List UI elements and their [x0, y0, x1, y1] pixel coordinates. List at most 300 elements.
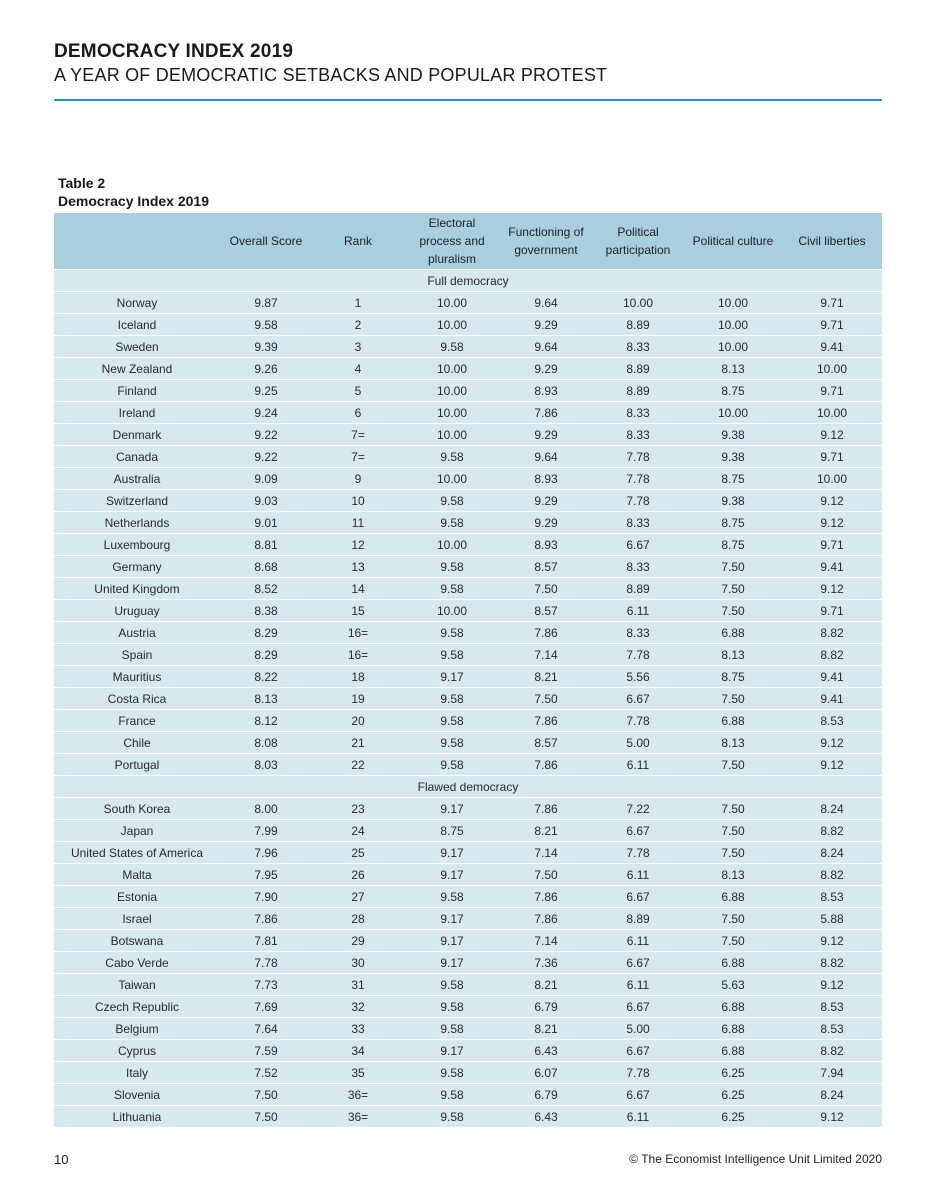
cell-functioning-of-government: 7.86 — [500, 754, 592, 776]
cell-functioning-of-government: 9.64 — [500, 336, 592, 358]
cell-functioning-of-government: 6.79 — [500, 996, 592, 1018]
cell-rank: 22 — [312, 754, 404, 776]
cell-electoral-process: 9.17 — [404, 952, 500, 974]
cell-electoral-process: 9.58 — [404, 1106, 500, 1128]
cell-country: Australia — [54, 468, 220, 490]
cell-functioning-of-government: 8.57 — [500, 556, 592, 578]
cell-overall-score: 8.68 — [220, 556, 312, 578]
cell-functioning-of-government: 7.86 — [500, 908, 592, 930]
cell-civil-liberties: 8.24 — [782, 798, 882, 820]
cell-political-participation: 8.89 — [592, 314, 684, 336]
cell-functioning-of-government: 7.50 — [500, 864, 592, 886]
cell-civil-liberties: 8.24 — [782, 1084, 882, 1106]
table-row — [54, 644, 882, 666]
cell-functioning-of-government: 8.21 — [500, 974, 592, 996]
cell-political-culture: 8.75 — [684, 468, 782, 490]
table-row — [54, 1062, 882, 1084]
cell-political-participation: 8.33 — [592, 622, 684, 644]
cell-electoral-process: 9.17 — [404, 930, 500, 952]
cell-political-participation: 6.67 — [592, 688, 684, 710]
cell-rank: 28 — [312, 908, 404, 930]
cell-country: Norway — [54, 292, 220, 314]
cell-overall-score: 7.99 — [220, 820, 312, 842]
cell-overall-score: 7.86 — [220, 908, 312, 930]
cell-political-participation: 7.78 — [592, 446, 684, 468]
cell-political-participation: 6.11 — [592, 600, 684, 622]
cell-rank: 3 — [312, 336, 404, 358]
table-row — [54, 1040, 882, 1062]
cell-political-participation: 7.78 — [592, 710, 684, 732]
cell-civil-liberties: 9.71 — [782, 446, 882, 468]
cell-political-culture: 9.38 — [684, 490, 782, 512]
cell-political-participation: 8.33 — [592, 336, 684, 358]
table-row — [54, 556, 882, 578]
cell-functioning-of-government: 7.50 — [500, 578, 592, 600]
cell-civil-liberties: 8.82 — [782, 644, 882, 666]
table-row — [54, 578, 882, 600]
table-title: Democracy Index 2019 — [58, 193, 209, 209]
cell-electoral-process: 9.17 — [404, 798, 500, 820]
cell-political-participation: 8.33 — [592, 402, 684, 424]
cell-rank: 23 — [312, 798, 404, 820]
table-body — [54, 270, 882, 1128]
cell-rank: 20 — [312, 710, 404, 732]
cell-political-participation: 6.11 — [592, 754, 684, 776]
cell-country: Iceland — [54, 314, 220, 336]
cell-functioning-of-government: 7.86 — [500, 798, 592, 820]
cell-overall-score: 7.81 — [220, 930, 312, 952]
table-row — [54, 600, 882, 622]
cell-electoral-process: 8.75 — [404, 820, 500, 842]
cell-functioning-of-government: 7.86 — [500, 622, 592, 644]
cell-political-culture: 6.25 — [684, 1084, 782, 1106]
section-row — [54, 776, 882, 798]
cell-political-participation: 8.33 — [592, 512, 684, 534]
cell-political-participation: 6.11 — [592, 930, 684, 952]
cell-electoral-process: 9.58 — [404, 644, 500, 666]
cell-rank: 16= — [312, 622, 404, 644]
cell-political-participation: 6.67 — [592, 886, 684, 908]
table-row — [54, 666, 882, 688]
cell-civil-liberties: 8.82 — [782, 864, 882, 886]
cell-electoral-process: 9.58 — [404, 1084, 500, 1106]
cell-civil-liberties: 10.00 — [782, 468, 882, 490]
document-title: DEMOCRACY INDEX 2019 — [54, 41, 294, 62]
cell-rank: 2 — [312, 314, 404, 336]
table-caption — [58, 174, 209, 210]
cell-country: Botswana — [54, 930, 220, 952]
cell-civil-liberties: 8.53 — [782, 886, 882, 908]
cell-political-participation: 8.33 — [592, 556, 684, 578]
cell-political-culture: 8.13 — [684, 644, 782, 666]
cell-rank: 33 — [312, 1018, 404, 1040]
cell-rank: 26 — [312, 864, 404, 886]
col-header-functioning-of-government: Functioning of government — [500, 213, 592, 270]
cell-country: Canada — [54, 446, 220, 468]
cell-rank: 9 — [312, 468, 404, 490]
cell-civil-liberties: 9.41 — [782, 666, 882, 688]
cell-political-participation: 7.78 — [592, 490, 684, 512]
cell-overall-score: 9.26 — [220, 358, 312, 380]
cell-political-culture: 7.50 — [684, 556, 782, 578]
cell-electoral-process: 9.17 — [404, 908, 500, 930]
cell-overall-score: 9.22 — [220, 424, 312, 446]
cell-country: United States of America — [54, 842, 220, 864]
table-row — [54, 446, 882, 468]
section-row — [54, 270, 882, 292]
cell-rank: 7= — [312, 446, 404, 468]
cell-overall-score: 8.13 — [220, 688, 312, 710]
table-row — [54, 820, 882, 842]
cell-electoral-process: 9.17 — [404, 666, 500, 688]
table-row — [54, 402, 882, 424]
cell-political-culture: 7.50 — [684, 600, 782, 622]
cell-functioning-of-government: 6.43 — [500, 1040, 592, 1062]
table-row — [54, 1018, 882, 1040]
cell-civil-liberties: 8.24 — [782, 842, 882, 864]
table-row — [54, 358, 882, 380]
cell-functioning-of-government: 8.21 — [500, 1018, 592, 1040]
cell-functioning-of-government: 9.64 — [500, 446, 592, 468]
cell-civil-liberties: 8.82 — [782, 622, 882, 644]
cell-civil-liberties: 9.12 — [782, 1106, 882, 1128]
cell-country: France — [54, 710, 220, 732]
cell-electoral-process: 10.00 — [404, 424, 500, 446]
cell-political-culture: 7.50 — [684, 754, 782, 776]
table-row — [54, 534, 882, 556]
cell-political-culture: 9.38 — [684, 424, 782, 446]
cell-electoral-process: 10.00 — [404, 380, 500, 402]
cell-political-culture: 7.50 — [684, 798, 782, 820]
cell-overall-score: 8.00 — [220, 798, 312, 820]
cell-overall-score: 7.95 — [220, 864, 312, 886]
cell-country: Costa Rica — [54, 688, 220, 710]
cell-political-culture: 6.88 — [684, 886, 782, 908]
page-number: 10 — [54, 1152, 69, 1167]
cell-overall-score: 7.64 — [220, 1018, 312, 1040]
cell-electoral-process: 9.17 — [404, 864, 500, 886]
cell-rank: 11 — [312, 512, 404, 534]
document-header — [54, 40, 882, 87]
cell-civil-liberties: 10.00 — [782, 358, 882, 380]
cell-political-participation: 6.67 — [592, 996, 684, 1018]
cell-functioning-of-government: 7.86 — [500, 402, 592, 424]
cell-civil-liberties: 5.88 — [782, 908, 882, 930]
cell-political-participation: 7.78 — [592, 468, 684, 490]
cell-political-participation: 7.78 — [592, 644, 684, 666]
cell-country: Austria — [54, 622, 220, 644]
cell-rank: 14 — [312, 578, 404, 600]
cell-country: Japan — [54, 820, 220, 842]
cell-political-participation: 8.89 — [592, 380, 684, 402]
table-row — [54, 292, 882, 314]
col-header-political-culture: Political culture — [684, 213, 782, 270]
table-label: Table 2 — [58, 175, 106, 191]
cell-political-participation: 6.11 — [592, 1106, 684, 1128]
cell-civil-liberties: 9.41 — [782, 336, 882, 358]
cell-overall-score: 7.73 — [220, 974, 312, 996]
cell-rank: 27 — [312, 886, 404, 908]
cell-overall-score: 7.50 — [220, 1084, 312, 1106]
cell-functioning-of-government: 6.07 — [500, 1062, 592, 1084]
cell-overall-score: 8.22 — [220, 666, 312, 688]
cell-country: Sweden — [54, 336, 220, 358]
table-row — [54, 688, 882, 710]
table-row — [54, 886, 882, 908]
cell-civil-liberties: 8.53 — [782, 710, 882, 732]
cell-functioning-of-government: 6.43 — [500, 1106, 592, 1128]
cell-civil-liberties: 9.12 — [782, 754, 882, 776]
cell-rank: 25 — [312, 842, 404, 864]
cell-functioning-of-government: 7.86 — [500, 710, 592, 732]
cell-overall-score: 7.90 — [220, 886, 312, 908]
cell-political-culture: 10.00 — [684, 402, 782, 424]
cell-country: Belgium — [54, 1018, 220, 1040]
cell-electoral-process: 10.00 — [404, 314, 500, 336]
header-rule — [54, 99, 882, 101]
cell-rank: 10 — [312, 490, 404, 512]
cell-political-culture: 6.88 — [684, 1040, 782, 1062]
cell-functioning-of-government: 9.29 — [500, 424, 592, 446]
cell-country: Uruguay — [54, 600, 220, 622]
cell-country: South Korea — [54, 798, 220, 820]
cell-functioning-of-government: 7.14 — [500, 842, 592, 864]
cell-political-participation: 8.89 — [592, 908, 684, 930]
cell-political-culture: 7.50 — [684, 842, 782, 864]
cell-civil-liberties: 9.12 — [782, 424, 882, 446]
cell-rank: 1 — [312, 292, 404, 314]
cell-rank: 5 — [312, 380, 404, 402]
cell-political-participation: 7.78 — [592, 1062, 684, 1084]
document-subtitle: A YEAR OF DEMOCRATIC SETBACKS AND POPULAR PROTEST — [54, 65, 608, 85]
cell-political-culture: 6.88 — [684, 710, 782, 732]
col-header-civil-liberties: Civil liberties — [782, 213, 882, 270]
cell-political-participation: 7.78 — [592, 842, 684, 864]
cell-rank: 6 — [312, 402, 404, 424]
cell-civil-liberties: 9.12 — [782, 512, 882, 534]
col-header-overall-score: Overall Score — [220, 213, 312, 270]
cell-functioning-of-government: 7.14 — [500, 644, 592, 666]
cell-civil-liberties: 9.12 — [782, 578, 882, 600]
cell-country: Estonia — [54, 886, 220, 908]
cell-overall-score: 7.52 — [220, 1062, 312, 1084]
cell-political-participation: 6.67 — [592, 1040, 684, 1062]
col-header-rank: Rank — [312, 213, 404, 270]
cell-electoral-process: 9.58 — [404, 732, 500, 754]
cell-political-culture: 7.50 — [684, 820, 782, 842]
cell-rank: 30 — [312, 952, 404, 974]
cell-political-culture: 6.88 — [684, 622, 782, 644]
cell-rank: 7= — [312, 424, 404, 446]
cell-political-culture: 10.00 — [684, 292, 782, 314]
cell-political-participation: 6.67 — [592, 1084, 684, 1106]
cell-civil-liberties: 8.82 — [782, 952, 882, 974]
cell-electoral-process: 9.17 — [404, 1040, 500, 1062]
cell-country: New Zealand — [54, 358, 220, 380]
cell-overall-score: 9.09 — [220, 468, 312, 490]
table-row — [54, 930, 882, 952]
cell-political-culture: 7.50 — [684, 930, 782, 952]
cell-electoral-process: 9.58 — [404, 688, 500, 710]
cell-political-culture: 6.88 — [684, 996, 782, 1018]
table-row — [54, 864, 882, 886]
table-row — [54, 468, 882, 490]
cell-political-participation: 10.00 — [592, 292, 684, 314]
cell-civil-liberties: 9.71 — [782, 292, 882, 314]
cell-electoral-process: 9.58 — [404, 490, 500, 512]
cell-functioning-of-government: 8.93 — [500, 380, 592, 402]
cell-civil-liberties: 9.71 — [782, 600, 882, 622]
cell-country: Czech Republic — [54, 996, 220, 1018]
cell-rank: 36= — [312, 1106, 404, 1128]
cell-political-culture: 7.50 — [684, 688, 782, 710]
cell-rank: 34 — [312, 1040, 404, 1062]
cell-political-culture: 10.00 — [684, 336, 782, 358]
cell-political-participation: 8.33 — [592, 424, 684, 446]
cell-civil-liberties: 9.71 — [782, 314, 882, 336]
table-row — [54, 842, 882, 864]
cell-overall-score: 7.69 — [220, 996, 312, 1018]
cell-rank: 12 — [312, 534, 404, 556]
cell-political-culture: 7.50 — [684, 578, 782, 600]
cell-civil-liberties: 8.82 — [782, 1040, 882, 1062]
democracy-table-container — [54, 213, 882, 1127]
cell-political-culture: 8.75 — [684, 380, 782, 402]
cell-rank: 19 — [312, 688, 404, 710]
cell-functioning-of-government: 9.29 — [500, 314, 592, 336]
cell-political-culture: 8.75 — [684, 512, 782, 534]
cell-overall-score: 9.24 — [220, 402, 312, 424]
cell-overall-score: 7.78 — [220, 952, 312, 974]
cell-functioning-of-government: 8.57 — [500, 600, 592, 622]
cell-political-culture: 6.25 — [684, 1106, 782, 1128]
cell-overall-score: 8.29 — [220, 644, 312, 666]
cell-functioning-of-government: 8.57 — [500, 732, 592, 754]
cell-country: Slovenia — [54, 1084, 220, 1106]
cell-overall-score: 8.03 — [220, 754, 312, 776]
cell-overall-score: 9.58 — [220, 314, 312, 336]
cell-political-participation: 7.22 — [592, 798, 684, 820]
cell-functioning-of-government: 7.14 — [500, 930, 592, 952]
table-row — [54, 952, 882, 974]
cell-electoral-process: 9.58 — [404, 578, 500, 600]
cell-political-participation: 6.67 — [592, 820, 684, 842]
cell-political-participation: 6.67 — [592, 534, 684, 556]
cell-country: Luxembourg — [54, 534, 220, 556]
cell-civil-liberties: 9.71 — [782, 380, 882, 402]
cell-civil-liberties: 10.00 — [782, 402, 882, 424]
cell-functioning-of-government: 8.21 — [500, 820, 592, 842]
cell-country: Denmark — [54, 424, 220, 446]
cell-political-culture: 8.13 — [684, 864, 782, 886]
cell-overall-score: 7.50 — [220, 1106, 312, 1128]
cell-political-culture: 6.88 — [684, 952, 782, 974]
cell-electoral-process: 9.58 — [404, 512, 500, 534]
cell-country: Ireland — [54, 402, 220, 424]
cell-overall-score: 8.38 — [220, 600, 312, 622]
cell-electoral-process: 9.58 — [404, 446, 500, 468]
table-row — [54, 336, 882, 358]
cell-country: Germany — [54, 556, 220, 578]
cell-political-participation: 5.00 — [592, 732, 684, 754]
cell-country: Malta — [54, 864, 220, 886]
cell-overall-score: 9.25 — [220, 380, 312, 402]
cell-country: Italy — [54, 1062, 220, 1084]
table-row — [54, 380, 882, 402]
cell-country: Netherlands — [54, 512, 220, 534]
cell-civil-liberties: 9.12 — [782, 490, 882, 512]
cell-political-culture: 8.75 — [684, 534, 782, 556]
table-row — [54, 1084, 882, 1106]
cell-civil-liberties: 9.41 — [782, 688, 882, 710]
table-row — [54, 622, 882, 644]
cell-functioning-of-government: 8.93 — [500, 534, 592, 556]
cell-electoral-process: 9.58 — [404, 974, 500, 996]
cell-overall-score: 8.81 — [220, 534, 312, 556]
cell-country: Cabo Verde — [54, 952, 220, 974]
cell-political-culture: 9.38 — [684, 446, 782, 468]
cell-functioning-of-government: 8.21 — [500, 666, 592, 688]
table-row — [54, 424, 882, 446]
cell-country: Taiwan — [54, 974, 220, 996]
cell-functioning-of-government: 9.29 — [500, 490, 592, 512]
cell-electoral-process: 9.58 — [404, 754, 500, 776]
col-header-country — [54, 213, 220, 270]
cell-electoral-process: 9.58 — [404, 710, 500, 732]
cell-overall-score: 9.22 — [220, 446, 312, 468]
section-label: Flawed democracy — [54, 776, 882, 798]
cell-rank: 35 — [312, 1062, 404, 1084]
cell-electoral-process: 10.00 — [404, 292, 500, 314]
cell-overall-score: 8.52 — [220, 578, 312, 600]
cell-civil-liberties: 9.41 — [782, 556, 882, 578]
cell-overall-score: 7.96 — [220, 842, 312, 864]
cell-functioning-of-government: 8.93 — [500, 468, 592, 490]
cell-country: Mauritius — [54, 666, 220, 688]
cell-country: Lithuania — [54, 1106, 220, 1128]
cell-civil-liberties: 7.94 — [782, 1062, 882, 1084]
cell-rank: 24 — [312, 820, 404, 842]
cell-electoral-process: 9.58 — [404, 1062, 500, 1084]
cell-country: United Kingdom — [54, 578, 220, 600]
cell-electoral-process: 9.58 — [404, 556, 500, 578]
cell-political-culture: 10.00 — [684, 314, 782, 336]
col-header-electoral-process: Electoral process and pluralism — [404, 213, 500, 270]
cell-political-participation: 6.67 — [592, 952, 684, 974]
cell-country: Spain — [54, 644, 220, 666]
cell-country: Israel — [54, 908, 220, 930]
table-header-row — [54, 213, 882, 270]
copyright-notice: © The Economist Intelligence Unit Limited 2020 — [629, 1152, 882, 1166]
cell-electoral-process: 9.58 — [404, 996, 500, 1018]
cell-country: Cyprus — [54, 1040, 220, 1062]
table-row — [54, 908, 882, 930]
table-row — [54, 798, 882, 820]
cell-overall-score: 7.59 — [220, 1040, 312, 1062]
cell-electoral-process: 10.00 — [404, 534, 500, 556]
cell-political-culture: 8.13 — [684, 732, 782, 754]
cell-overall-score: 9.03 — [220, 490, 312, 512]
cell-rank: 16= — [312, 644, 404, 666]
cell-political-culture: 8.13 — [684, 358, 782, 380]
table-row — [54, 754, 882, 776]
cell-political-participation: 8.89 — [592, 578, 684, 600]
cell-electoral-process: 9.58 — [404, 886, 500, 908]
cell-rank: 4 — [312, 358, 404, 380]
cell-political-participation: 8.89 — [592, 358, 684, 380]
col-header-political-participation: Political participation — [592, 213, 684, 270]
cell-overall-score: 9.01 — [220, 512, 312, 534]
